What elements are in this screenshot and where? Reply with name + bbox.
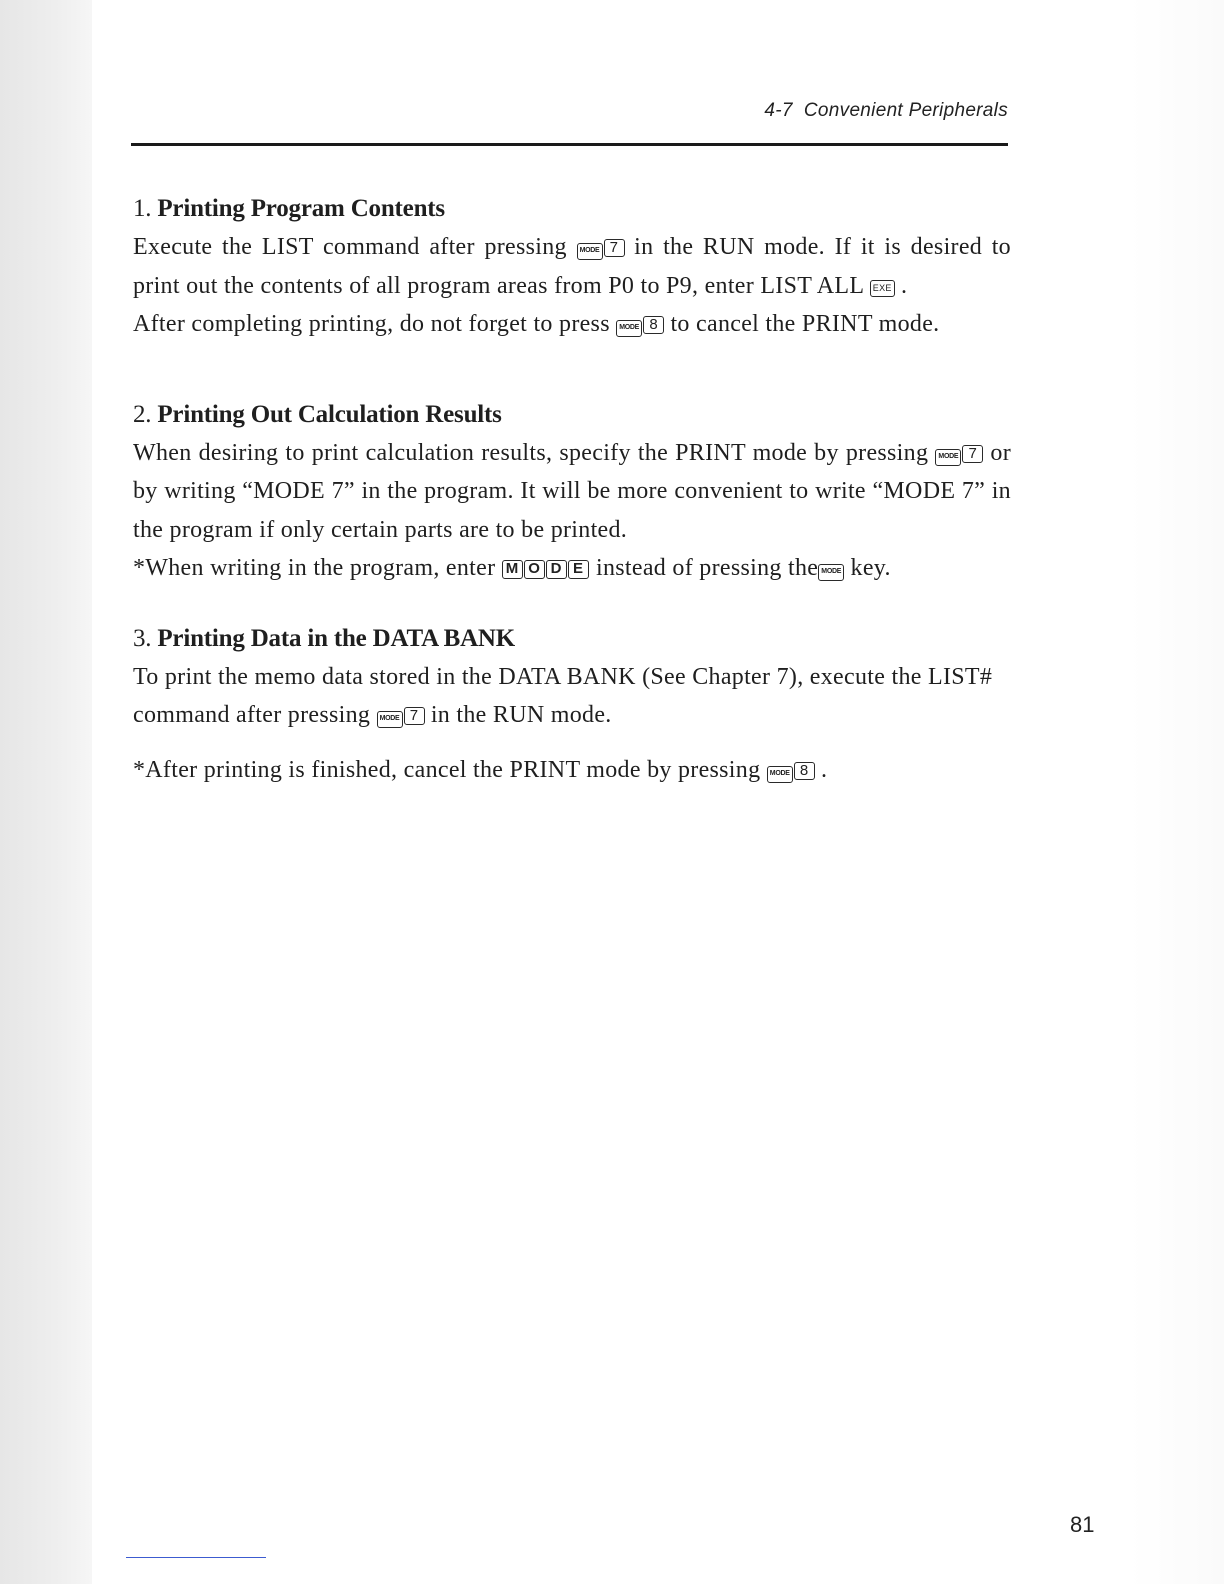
text: in the RUN mode.	[430, 702, 612, 728]
text: to cancel the PRINT mode.	[670, 311, 940, 337]
header-section-number: 4-7	[764, 100, 793, 121]
mode-key-icon: MODE	[935, 449, 961, 466]
running-header	[600, 100, 1008, 122]
page-body	[133, 190, 1011, 789]
text: or by writing “MODE 7” in the program. It will be more convenient to write “MODE 7” in the program if only certain parts are to be printed.	[133, 439, 1011, 543]
footer-rule	[126, 1557, 266, 1558]
note	[133, 751, 1011, 790]
key-e-icon: E	[568, 560, 589, 579]
paragraph	[133, 305, 1011, 344]
section-printing-data-bank	[133, 620, 1011, 790]
section-heading	[133, 620, 1011, 658]
page-gutter-shadow	[0, 0, 92, 1584]
section-title: Printing Data in the DATA BANK	[157, 624, 516, 652]
section-printing-calculation-results	[133, 396, 1011, 588]
paragraph	[133, 434, 1011, 550]
text: in the RUN mode. If it is desired to print out the contents of all program areas from P0 to P9, enter LIST ALL	[133, 234, 1011, 299]
section-number: 1.	[133, 195, 152, 222]
key-d-icon: D	[546, 560, 567, 579]
text: When desiring to print calculation results, specify the PRINT mode by pressing	[133, 439, 929, 466]
section-printing-program-contents	[133, 190, 1011, 344]
mode-key-icon: MODE	[767, 766, 793, 783]
section-heading	[133, 190, 1011, 228]
text: key.	[850, 555, 891, 581]
exe-key-icon: EXE	[870, 280, 895, 297]
text: .	[901, 272, 908, 299]
text: *When writing in the program, enter	[133, 555, 496, 581]
section-title: Printing Out Calculation Results	[157, 400, 502, 428]
mode-key-icon: MODE	[818, 564, 844, 581]
header-rule	[131, 143, 1008, 146]
text: After completing printing, do not forget to press	[133, 311, 610, 337]
key-8-icon: 8	[794, 762, 815, 780]
text: *After printing is finished, cancel the PRINT mode by pressing	[133, 756, 761, 783]
mode-key-icon: MODE	[616, 320, 642, 337]
key-7-icon: 7	[962, 445, 983, 463]
key-o-icon: O	[524, 560, 545, 579]
mode-key-icon: MODE	[577, 243, 603, 260]
section-heading	[133, 396, 1011, 434]
key-7-icon: 7	[404, 707, 425, 725]
section-number: 2.	[133, 400, 152, 428]
section-number: 3.	[133, 624, 152, 652]
paragraph	[133, 228, 1011, 305]
key-m-icon: M	[502, 560, 523, 579]
text: To print the memo data stored in the DATA BANK (See Chapter 7), execute the LIST# command after pressing	[133, 663, 993, 728]
text: instead of pressing the	[596, 555, 819, 581]
mode-key-icon: MODE	[377, 711, 403, 728]
text: Execute the LIST command after pressing	[133, 234, 567, 260]
key-7-icon: 7	[604, 239, 625, 257]
section-title: Printing Program Contents	[157, 195, 445, 222]
key-8-icon: 8	[643, 316, 664, 334]
header-title: Convenient Peripherals	[803, 100, 1008, 121]
note	[133, 549, 1011, 588]
page-number: 81	[1070, 1512, 1095, 1537]
paragraph	[133, 658, 1011, 735]
page-edge	[1129, 0, 1224, 1584]
text: .	[821, 756, 828, 783]
